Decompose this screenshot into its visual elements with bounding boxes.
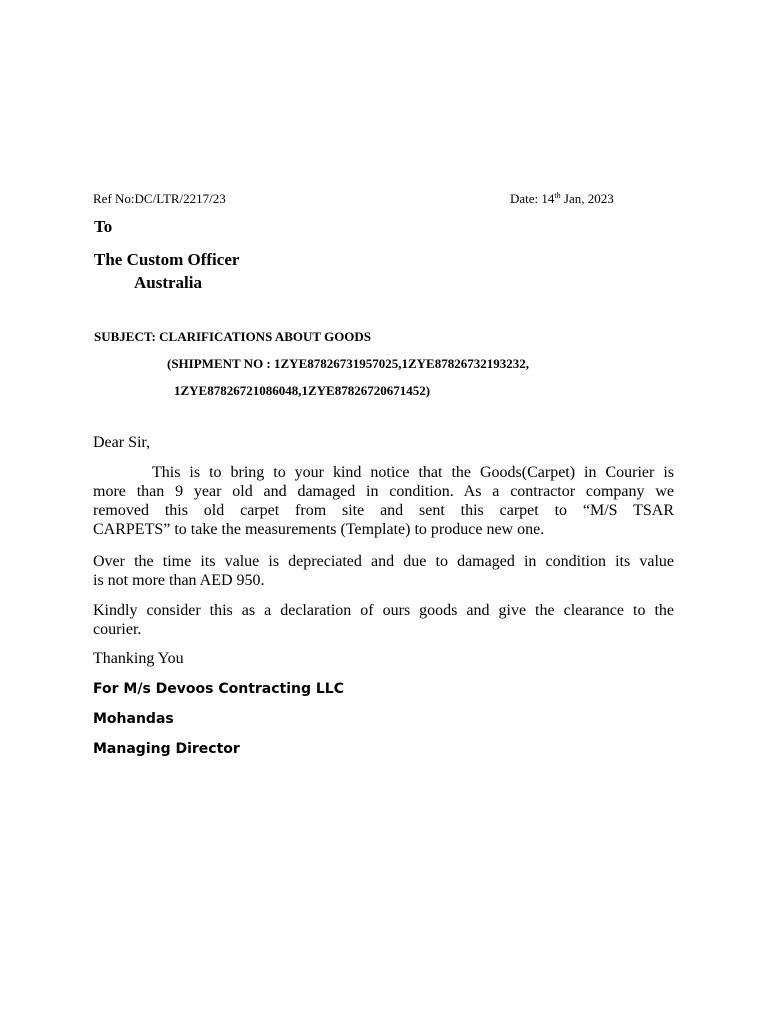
letter-date — [510, 191, 614, 207]
paragraph-line: This is to bring to your kind notice that the Goods(Carpet) in Courier is — [152, 464, 674, 481]
recipient-title: The Custom Officer — [94, 250, 240, 269]
paragraph-line: is not more than AED 950. — [93, 572, 265, 589]
signature-company: For M/s Devoos Contracting LLC — [93, 681, 345, 697]
date-rest: Jan, 2023 — [560, 191, 614, 206]
signature-name: Mohandas — [93, 711, 174, 727]
salutation: Dear Sir, — [93, 434, 151, 451]
to-label: To — [94, 217, 113, 236]
paragraph-line: Over the time its value is depreciated and due to damaged in condition its value — [93, 553, 674, 570]
paragraph-line: more than 9 year old and damaged in condition. As a contractor company we — [93, 483, 674, 500]
shipment-numbers-line-1: (SHIPMENT NO : 1ZYE87826731957025,1ZYE87826732193232, — [167, 356, 529, 371]
date-ordinal-suffix: th — [554, 191, 561, 200]
date-prefix: Date: 14 — [510, 191, 555, 206]
paragraph-line: courier. — [93, 621, 142, 638]
body-paragraph-2 — [93, 552, 674, 590]
subject-line: SUBJECT: CLARIFICATIONS ABOUT GOODS — [94, 329, 372, 344]
paragraph-line: CARPETS” to take the measurements (Template) to produce new one. — [93, 521, 545, 538]
shipment-numbers-line-2: 1ZYE87826721086048,1ZYE87826720671452) — [174, 383, 431, 398]
reference-date-line — [93, 191, 624, 209]
paragraph-line: Kindly consider this as a declaration of ours goods and give the clearance to the — [93, 602, 674, 619]
closing-line: Thanking You — [93, 650, 184, 667]
body-paragraph-3 — [93, 601, 674, 639]
paragraph-line: removed this old carpet from site and sent this carpet to “M/S TSAR — [93, 502, 674, 519]
recipient-country: Australia — [134, 273, 202, 292]
signature-role: Managing Director — [93, 741, 240, 757]
reference-number: Ref No:DC/LTR/2217/23 — [93, 191, 226, 206]
body-paragraph-1 — [93, 463, 674, 539]
